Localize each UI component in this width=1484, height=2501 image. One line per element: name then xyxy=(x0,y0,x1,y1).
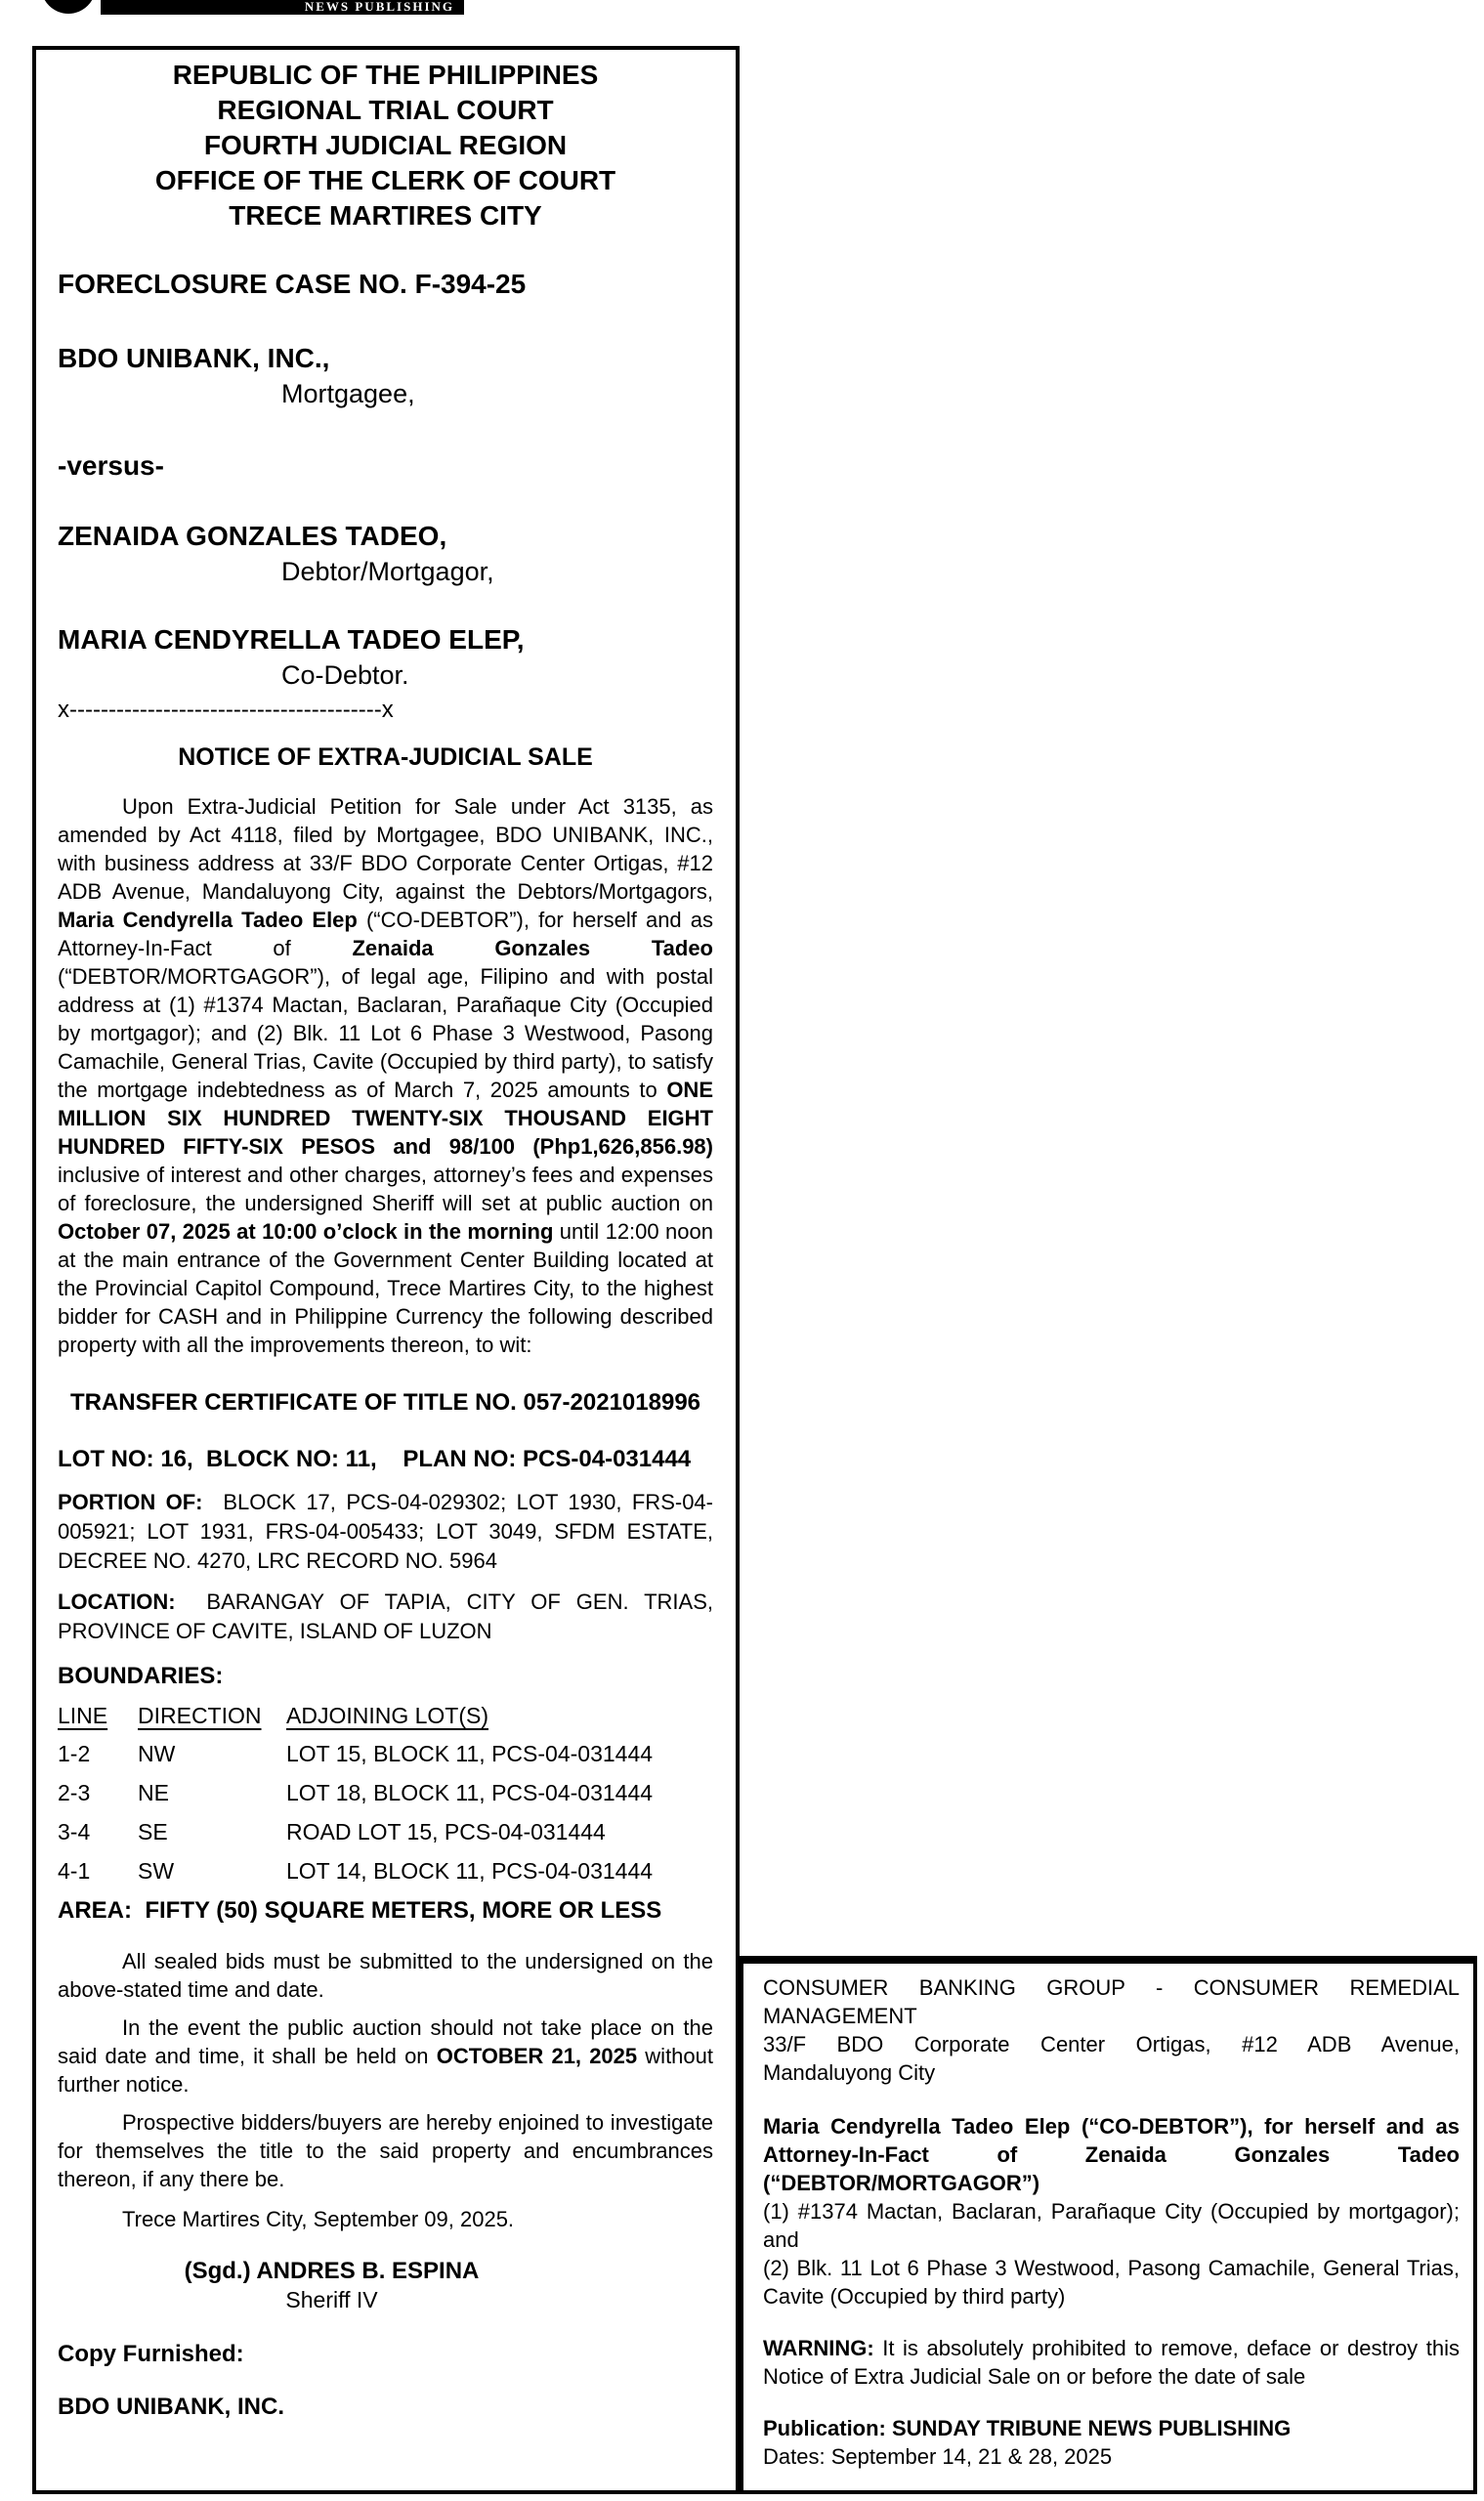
copy-addressee: BDO UNIBANK, INC. xyxy=(58,2394,284,2420)
copy-furnished-box xyxy=(740,1956,1477,2494)
mortgagee-role: Mortgagee, xyxy=(281,379,415,408)
codebtor-name: MARIA CENDYRELLA TADEO ELEP, xyxy=(58,624,525,655)
table-cell: 1-2 xyxy=(58,1741,91,1766)
table-cell: SW xyxy=(138,1858,175,1884)
table-row xyxy=(58,1851,713,1890)
publisher-logo-circle-icon xyxy=(41,0,96,14)
table-row xyxy=(58,1812,713,1851)
column-header-adjoining: ADJOINING LOT(S) xyxy=(286,1703,489,1728)
notice-main-box xyxy=(32,46,740,2494)
case-number: FORECLOSURE CASE NO. F-394-25 xyxy=(58,269,527,299)
publisher-logo-bar xyxy=(101,0,464,15)
dept-address-2: Mandaluyong City xyxy=(763,2060,936,2085)
caption-rule: x----------------------------------------x xyxy=(58,697,394,723)
portion-of-line: PORTION OF: BLOCK 17, PCS-04-029302; LOT 1930, FRS-04-005921; LOT 1931, FRS-04-005433; LOT 3049, SFDM ESTATE, DECREE NO. 4270, LRC RECORD NO. 5964 xyxy=(58,1490,720,1573)
table-cell: SE xyxy=(138,1819,168,1844)
sealed-bids-paragraph: All sealed bids must be submitted to the undersigned on the above-stated time and date. xyxy=(58,1949,713,2002)
notice-body-paragraph: Upon Extra-Judicial Petition for Sale under Act 3135, as amended by Act 4118, filed by Mortgagee, BDO UNIBANK, INC., with business address at 33/F BDO Corporate Center Ortigas, #12 ADB Avenue, Mandaluyong City, against the Debtors/Mortgagors, Maria Cendyrella Tadeo Elep (“CO-DEBTOR”), for herself and as Attorney-In-Fact of Zenaida Gonzales Tadeo (“DEBTOR/MORTGAGOR”), of legal age, Filipino and with postal address at (1) #1374 Mactan, Baclaran, Parañaque City (Occupied by mortgagor); and (2) Blk. 11 Lot 6 Phase 3 Westwood, Pasong Camachile, General Trias, Cavite (Occupied by third party), to satisfy the mortgage indebtedness as of March 7, 2025 amounts to ONE MILLION SIX HUNDRED TWENTY-SIX THOUSAND EIGHT HUNDRED FIFTY-SIX PESOS and 98/100 (Php1,626,856.98) inclusive of interest and other charges, attorney’s fees and expenses of foreclosure, the undersigned Sheriff will set at public auction on October 07, 2025 at 10:00 o’clock in the morning until 12:00 noon at the main entrance of the Government Center Building located at the Provincial Capitol Compound, Trece Martires City, to the highest bidder for CASH and in Philippine Currency the following described property with all the improvements thereon, to wit: xyxy=(58,794,713,1357)
court-header xyxy=(58,58,713,233)
dept-line-2: MANAGEMENT xyxy=(763,2004,917,2028)
versus-label: -versus- xyxy=(58,450,164,481)
table-cell: 3-4 xyxy=(58,1819,91,1844)
dept-line-1: CONSUMER BANKING GROUP - CONSUMER REMEDIAL xyxy=(763,1975,1460,2000)
table-cell: NW xyxy=(138,1741,176,1766)
table-cell: NE xyxy=(138,1780,169,1805)
table-cell: LOT 18, BLOCK 11, PCS-04-031444 xyxy=(286,1780,654,1805)
table-row xyxy=(58,1734,713,1773)
lot-block-plan-line: LOT NO: 16, BLOCK NO: 11, PLAN NO: PCS-04-031444 xyxy=(58,1446,692,1472)
postal-address-2: (2) Blk. 11 Lot 6 Phase 3 Westwood, Pasong Camachile, General Trias, Cavite (Occupied by third party) xyxy=(763,2256,1460,2309)
boundaries-table xyxy=(58,1697,713,1890)
table-cell: 4-1 xyxy=(58,1858,91,1884)
warning-paragraph: WARNING: It is absolutely prohibited to remove, deface or destroy this Notice of Extra Judicial Sale on or before the date of sale xyxy=(763,2336,1460,2389)
notice-title: NOTICE OF EXTRA-JUDICIAL SALE xyxy=(178,743,593,771)
sheriff-title: Sheriff IV xyxy=(285,2287,378,2312)
court-header-line-2: REGIONAL TRIAL COURT xyxy=(217,95,554,125)
signature-block xyxy=(58,2257,606,2314)
column-header-direction: DIRECTION xyxy=(138,1703,262,1728)
location-line: LOCATION: BARANGAY OF TAPIA, CITY OF GEN. TRIAS, PROVINCE OF CAVITE, ISLAND OF LUZON xyxy=(58,1590,720,1643)
boundaries-table-body xyxy=(58,1734,713,1890)
dept-address-1: 33/F BDO Corporate Center Ortigas, #12 ADB Avenue, xyxy=(763,2032,1460,2056)
area-line: AREA: FIFTY (50) SQUARE METERS, MORE OR LESS xyxy=(58,1897,662,1924)
codebtor-attorney-block: Maria Cendyrella Tadeo Elep (“CO-DEBTOR”), for herself and as Attorney-In-Fact of Zenaida Gonzales Tadeo (“DEBTOR/MORTGAGOR”) xyxy=(763,2114,1460,2195)
boundaries-table-header xyxy=(58,1697,713,1734)
debtor-name: ZENAIDA GONZALES TADEO, xyxy=(58,521,447,551)
table-cell: LOT 14, BLOCK 11, PCS-04-031444 xyxy=(286,1858,654,1884)
mortgagee-name: BDO UNIBANK, INC., xyxy=(58,343,330,373)
sheriff-signature-name: (Sgd.) ANDRES B. ESPINA xyxy=(184,2258,480,2284)
postal-address-1: (1) #1374 Mactan, Baclaran, Parañaque City (Occupied by mortgagor); and xyxy=(763,2199,1460,2252)
court-header-line-5: TRECE MARTIRES CITY xyxy=(229,200,542,231)
column-header-line: LINE xyxy=(58,1703,108,1728)
postponement-paragraph: In the event the public auction should not take place on the said date and time, it shall be held on OCTOBER 21, 2025 without further notice. xyxy=(58,2015,713,2097)
prospective-bidders-paragraph: Prospective bidders/buyers are hereby enjoined to investigate for themselves the title to the said property and encumbrances thereon, if any there be. xyxy=(58,2110,713,2191)
tct-title: TRANSFER CERTIFICATE OF TITLE NO. 057-2021018996 xyxy=(69,1389,701,1416)
table-row xyxy=(58,1773,713,1812)
codebtor-role: Co-Debtor. xyxy=(281,660,409,690)
publication-line: Publication: SUNDAY TRIBUNE NEWS PUBLISHING xyxy=(763,2416,1292,2440)
court-header-line-3: FOURTH JUDICIAL REGION xyxy=(203,130,568,160)
copy-furnished-label: Copy Furnished: xyxy=(58,2341,244,2367)
publication-dates: Dates: September 14, 21 & 28, 2025 xyxy=(763,2444,1113,2469)
boundaries-label: BOUNDARIES: xyxy=(58,1663,224,1689)
table-cell: ROAD LOT 15, PCS-04-031444 xyxy=(286,1819,606,1844)
publisher-logo-text: NEWS PUBLISHING xyxy=(304,0,454,14)
table-cell: 2-3 xyxy=(58,1780,91,1805)
court-header-line-1: REPUBLIC OF THE PHILIPPINES xyxy=(172,60,599,90)
place-date-line: Trece Martires City, September 09, 2025. xyxy=(122,2207,515,2231)
debtor-role: Debtor/Mortgagor, xyxy=(281,557,494,586)
court-header-line-4: OFFICE OF THE CLERK OF COURT xyxy=(154,165,616,195)
table-cell: LOT 15, BLOCK 11, PCS-04-031444 xyxy=(286,1741,654,1766)
